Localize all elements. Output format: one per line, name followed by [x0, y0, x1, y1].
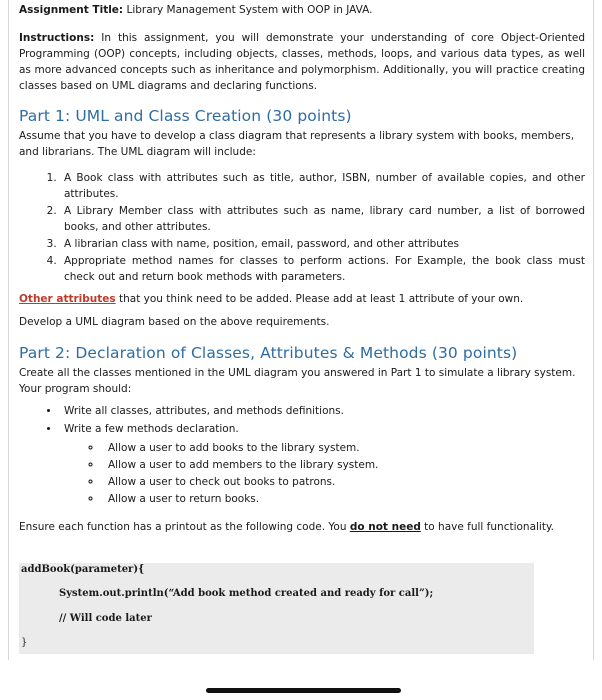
page-border-right — [593, 0, 594, 660]
ensure-text-end: to have full functionality. — [420, 521, 555, 533]
code-closing-brace: } — [21, 637, 28, 648]
do-not-need-emphasis: do not need — [349, 521, 421, 533]
list-item: 4. Appropriate method names for classes to perform actions. For Example, the book class must check out and return book methods with parameters. — [60, 253, 585, 285]
code-sample-block — [19, 563, 534, 654]
list-item: 1. A Book class with attributes such as title, author, ISBN, number of available copies, and other attributes. — [60, 170, 585, 202]
code-comment: // Will code later — [59, 613, 152, 624]
other-attributes-note — [19, 291, 585, 307]
sublist-item: ◦ Allow a user to add members to the library system. — [102, 457, 585, 473]
assignment-title-text: Library Management System with OOP in JAVA. — [123, 4, 373, 16]
list-item-label: Write a few methods declaration. — [64, 423, 239, 435]
list-item: 3. A librarian class with name, position, email, password, and other attributes — [60, 236, 585, 252]
sublist-item: ◦ Allow a user to return books. — [102, 491, 585, 507]
part2-sublist — [64, 440, 585, 507]
list-item: • Write all classes, attributes, and methods definitions. — [60, 403, 585, 419]
develop-uml-text: Develop a UML diagram based on the above requirements. — [19, 316, 330, 328]
part1-list — [19, 170, 585, 285]
part1-intro: Assume that you have to develop a class diagram that represents a library system with books, members, and librarians. The UML diagram will include: — [19, 130, 575, 158]
sublist-item: ◦ Allow a user to check out books to patrons. — [102, 474, 585, 490]
assignment-title-label: Assignment Title: — [19, 4, 124, 16]
instructions-paragraph — [19, 30, 585, 94]
other-attributes-text: that you think need to be added. Please add at least 1 attribute of your own. — [115, 293, 524, 305]
page-border-left — [8, 0, 9, 660]
instructions-label: Instructions: — [19, 32, 95, 44]
list-item — [60, 421, 585, 507]
assignment-title — [19, 2, 585, 18]
part2-intro: Create all the classes mentioned in the UML diagram you answered in Part 1 to simulate a library system. Your program should: — [19, 367, 576, 395]
ensure-printout-text — [19, 519, 585, 535]
part2-heading: Part 2: Declaration of Classes, Attributes & Methods (30 points) — [19, 344, 518, 362]
code-line: addBook(parameter){ — [21, 564, 145, 575]
sublist-item: ◦ Allow a user to add books to the library system. — [102, 440, 585, 456]
part2-list — [19, 403, 585, 507]
home-indicator-bar[interactable] — [206, 688, 401, 693]
code-line: System.out.println(“Add book method created and ready for call”); — [59, 588, 434, 599]
instructions-text: In this assignment, you will demonstrate your understanding of core Object-Oriented Programming (OOP) concepts, including objects, classes, methods, loops, and various data types, as well as more advanced concepts such as inheritance and polymorphism. Additionally, you will practice creating classes based on UML diagrams and declaring functions. — [19, 32, 585, 92]
document-content — [19, 2, 585, 541]
part1-heading: Part 1: UML and Class Creation (30 points) — [19, 107, 352, 125]
list-item: 2. A Library Member class with attributes such as name, library card number, a list of borrowed books, and other attributes. — [60, 203, 585, 235]
ensure-text-start: Ensure each function has a printout as the following code. You — [19, 521, 350, 533]
other-attributes-highlight: Other attributes — [19, 293, 116, 305]
